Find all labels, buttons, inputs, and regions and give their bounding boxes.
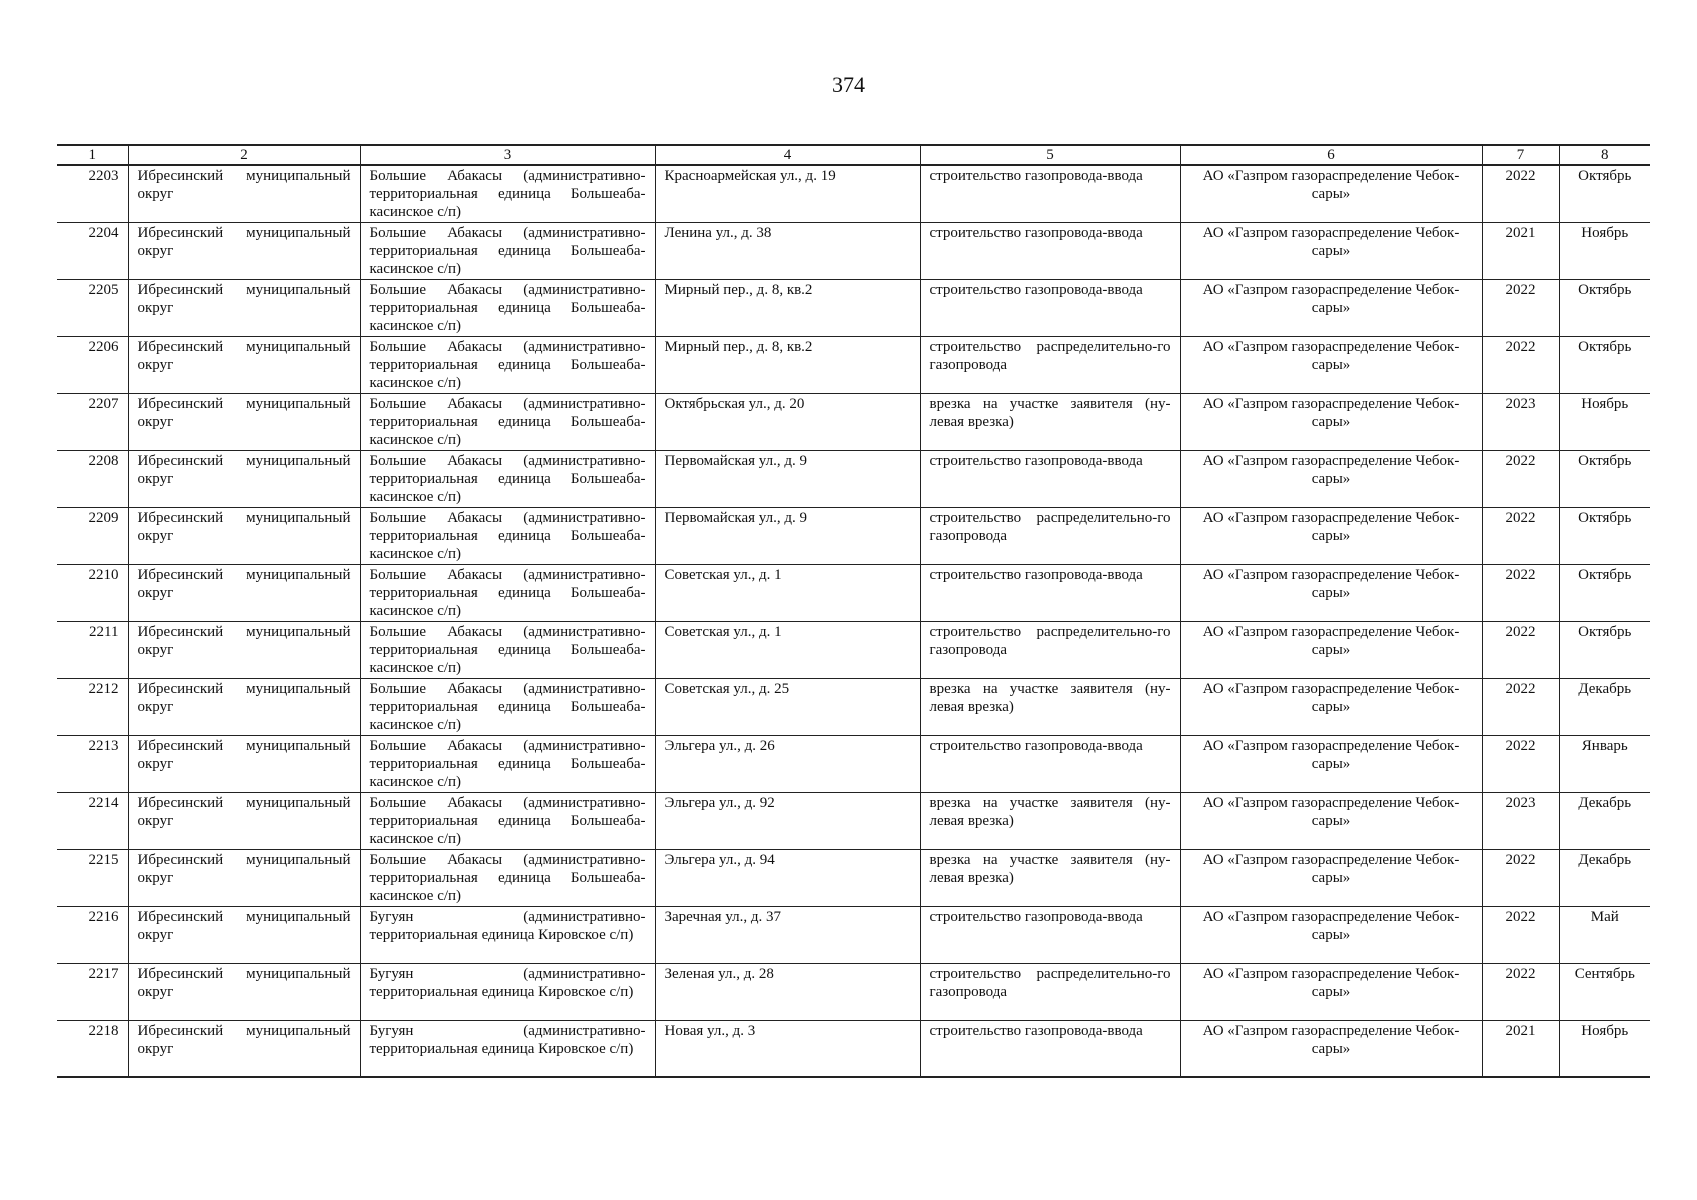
row-number: 2213 [57,735,128,792]
table-row [57,393,1650,450]
table-row [57,963,1650,1020]
year-cell: 2022 [1482,165,1559,222]
year-cell: 2022 [1482,735,1559,792]
year-cell: 2022 [1482,450,1559,507]
col-header: 3 [360,145,655,165]
year-cell: 2022 [1482,678,1559,735]
work-type-cell: строительство газопровода-ввода [920,222,1180,279]
organization-cell: АО «Газпром газораспределение Чебок-сары» [1180,735,1482,792]
month-cell: Октябрь [1559,450,1650,507]
work-type-cell: строительство газопровода-ввода [920,564,1180,621]
address-cell: Новая ул., д. 3 [655,1020,920,1077]
year-cell: 2022 [1482,906,1559,963]
settlement-cell: Бугуян (административно-территориальная единица Кировское с/п) [360,1020,655,1077]
address-cell: Эльгера ул., д. 26 [655,735,920,792]
organization-cell: АО «Газпром газораспределение Чебок-сары» [1180,1020,1482,1077]
col-header: 7 [1482,145,1559,165]
table-row [57,507,1650,564]
work-type-cell: врезка на участке заявителя (ну-левая врезка) [920,792,1180,849]
work-type-cell: врезка на участке заявителя (ну-левая врезка) [920,849,1180,906]
organization-cell: АО «Газпром газораспределение Чебок-сары» [1180,393,1482,450]
district-cell: Ибресинский муниципальный округ [128,507,360,564]
work-type-cell: строительство распределительно-го газопровода [920,336,1180,393]
table-row [57,621,1650,678]
row-number: 2218 [57,1020,128,1077]
month-cell: Декабрь [1559,849,1650,906]
row-number: 2208 [57,450,128,507]
address-cell: Эльгера ул., д. 94 [655,849,920,906]
table-row [57,849,1650,906]
month-cell: Октябрь [1559,279,1650,336]
month-cell: Декабрь [1559,792,1650,849]
work-type-cell: строительство газопровода-ввода [920,906,1180,963]
col-header: 4 [655,145,920,165]
work-type-cell: строительство газопровода-ввода [920,279,1180,336]
month-cell: Ноябрь [1559,393,1650,450]
address-cell: Мирный пер., д. 8, кв.2 [655,279,920,336]
work-type-cell: строительство распределительно-го газопровода [920,507,1180,564]
col-header: 1 [57,145,128,165]
organization-cell: АО «Газпром газораспределение Чебок-сары» [1180,222,1482,279]
table-row [57,792,1650,849]
row-number: 2215 [57,849,128,906]
district-cell: Ибресинский муниципальный округ [128,165,360,222]
header-row [57,145,1650,165]
settlement-cell: Большие Абакасы (административно-территориальная единица Большеаба-касинское с/п) [360,279,655,336]
table-row [57,906,1650,963]
organization-cell: АО «Газпром газораспределение Чебок-сары» [1180,507,1482,564]
table-row [57,336,1650,393]
month-cell: Ноябрь [1559,1020,1650,1077]
work-type-cell: врезка на участке заявителя (ну-левая врезка) [920,678,1180,735]
table-row [57,165,1650,222]
table-row [57,222,1650,279]
row-number: 2211 [57,621,128,678]
organization-cell: АО «Газпром газораспределение Чебок-сары» [1180,792,1482,849]
address-cell: Зеленая ул., д. 28 [655,963,920,1020]
address-cell: Мирный пер., д. 8, кв.2 [655,336,920,393]
gasification-table [57,144,1650,1078]
year-cell: 2022 [1482,564,1559,621]
settlement-cell: Большие Абакасы (административно-территориальная единица Большеаба-касинское с/п) [360,507,655,564]
work-type-cell: врезка на участке заявителя (ну-левая врезка) [920,393,1180,450]
month-cell: Октябрь [1559,336,1650,393]
month-cell: Сентябрь [1559,963,1650,1020]
row-number: 2217 [57,963,128,1020]
month-cell: Октябрь [1559,507,1650,564]
address-cell: Первомайская ул., д. 9 [655,507,920,564]
settlement-cell: Большие Абакасы (административно-территориальная единица Большеаба-касинское с/п) [360,393,655,450]
organization-cell: АО «Газпром газораспределение Чебок-сары» [1180,621,1482,678]
work-type-cell: строительство распределительно-го газопровода [920,621,1180,678]
col-header: 2 [128,145,360,165]
address-cell: Заречная ул., д. 37 [655,906,920,963]
district-cell: Ибресинский муниципальный округ [128,1020,360,1077]
address-cell: Советская ул., д. 1 [655,564,920,621]
settlement-cell: Большие Абакасы (административно-территориальная единица Большеаба-касинское с/п) [360,450,655,507]
month-cell: Декабрь [1559,678,1650,735]
organization-cell: АО «Газпром газораспределение Чебок-сары» [1180,678,1482,735]
address-cell: Первомайская ул., д. 9 [655,450,920,507]
table-row [57,279,1650,336]
col-header: 8 [1559,145,1650,165]
col-header: 6 [1180,145,1482,165]
organization-cell: АО «Газпром газораспределение Чебок-сары» [1180,564,1482,621]
row-number: 2212 [57,678,128,735]
table-row [57,735,1650,792]
district-cell: Ибресинский муниципальный округ [128,336,360,393]
address-cell: Советская ул., д. 25 [655,678,920,735]
settlement-cell: Большие Абакасы (административно-территориальная единица Большеаба-касинское с/п) [360,849,655,906]
address-cell: Ленина ул., д. 38 [655,222,920,279]
year-cell: 2021 [1482,1020,1559,1077]
address-cell: Советская ул., д. 1 [655,621,920,678]
district-cell: Ибресинский муниципальный округ [128,222,360,279]
organization-cell: АО «Газпром газораспределение Чебок-сары» [1180,165,1482,222]
settlement-cell: Бугуян (административно-территориальная единица Кировское с/п) [360,963,655,1020]
address-cell: Красноармейская ул., д. 19 [655,165,920,222]
organization-cell: АО «Газпром газораспределение Чебок-сары» [1180,963,1482,1020]
row-number: 2206 [57,336,128,393]
row-number: 2214 [57,792,128,849]
district-cell: Ибресинский муниципальный округ [128,621,360,678]
month-cell: Май [1559,906,1650,963]
work-type-cell: строительство распределительно-го газопровода [920,963,1180,1020]
col-header: 5 [920,145,1180,165]
settlement-cell: Большие Абакасы (административно-территориальная единица Большеаба-касинское с/п) [360,621,655,678]
organization-cell: АО «Газпром газораспределение Чебок-сары» [1180,279,1482,336]
work-type-cell: строительство газопровода-ввода [920,165,1180,222]
settlement-cell: Бугуян (административно-территориальная единица Кировское с/п) [360,906,655,963]
district-cell: Ибресинский муниципальный округ [128,849,360,906]
row-number: 2204 [57,222,128,279]
month-cell: Октябрь [1559,564,1650,621]
year-cell: 2022 [1482,621,1559,678]
settlement-cell: Большие Абакасы (административно-территориальная единица Большеаба-касинское с/п) [360,792,655,849]
page-number: 374 [832,72,865,97]
address-cell: Эльгера ул., д. 92 [655,792,920,849]
row-number: 2203 [57,165,128,222]
district-cell: Ибресинский муниципальный округ [128,564,360,621]
month-cell: Октябрь [1559,621,1650,678]
row-number: 2207 [57,393,128,450]
district-cell: Ибресинский муниципальный округ [128,279,360,336]
row-number: 2205 [57,279,128,336]
year-cell: 2021 [1482,222,1559,279]
district-cell: Ибресинский муниципальный округ [128,906,360,963]
district-cell: Ибресинский муниципальный округ [128,393,360,450]
year-cell: 2023 [1482,393,1559,450]
work-type-cell: строительство газопровода-ввода [920,450,1180,507]
year-cell: 2022 [1482,336,1559,393]
district-cell: Ибресинский муниципальный округ [128,735,360,792]
year-cell: 2023 [1482,792,1559,849]
year-cell: 2022 [1482,279,1559,336]
settlement-cell: Большие Абакасы (административно-территориальная единица Большеаба-касинское с/п) [360,678,655,735]
year-cell: 2022 [1482,849,1559,906]
settlement-cell: Большие Абакасы (административно-территориальная единица Большеаба-касинское с/п) [360,336,655,393]
row-number: 2209 [57,507,128,564]
district-cell: Ибресинский муниципальный округ [128,792,360,849]
row-number: 2210 [57,564,128,621]
month-cell: Октябрь [1559,165,1650,222]
year-cell: 2022 [1482,963,1559,1020]
month-cell: Январь [1559,735,1650,792]
settlement-cell: Большие Абакасы (административно-территориальная единица Большеаба-касинское с/п) [360,564,655,621]
organization-cell: АО «Газпром газораспределение Чебок-сары» [1180,906,1482,963]
table-row [57,678,1650,735]
row-number: 2216 [57,906,128,963]
table-row [57,1020,1650,1077]
organization-cell: АО «Газпром газораспределение Чебок-сары» [1180,849,1482,906]
table-row [57,564,1650,621]
organization-cell: АО «Газпром газораспределение Чебок-сары» [1180,336,1482,393]
month-cell: Ноябрь [1559,222,1650,279]
district-cell: Ибресинский муниципальный округ [128,963,360,1020]
district-cell: Ибресинский муниципальный округ [128,678,360,735]
address-cell: Октябрьская ул., д. 20 [655,393,920,450]
work-type-cell: строительство газопровода-ввода [920,1020,1180,1077]
district-cell: Ибресинский муниципальный округ [128,450,360,507]
settlement-cell: Большие Абакасы (административно-территориальная единица Большеаба-касинское с/п) [360,165,655,222]
settlement-cell: Большие Абакасы (административно-территориальная единица Большеаба-касинское с/п) [360,222,655,279]
organization-cell: АО «Газпром газораспределение Чебок-сары» [1180,450,1482,507]
settlement-cell: Большие Абакасы (административно-территориальная единица Большеаба-касинское с/п) [360,735,655,792]
year-cell: 2022 [1482,507,1559,564]
table-row [57,450,1650,507]
work-type-cell: строительство газопровода-ввода [920,735,1180,792]
